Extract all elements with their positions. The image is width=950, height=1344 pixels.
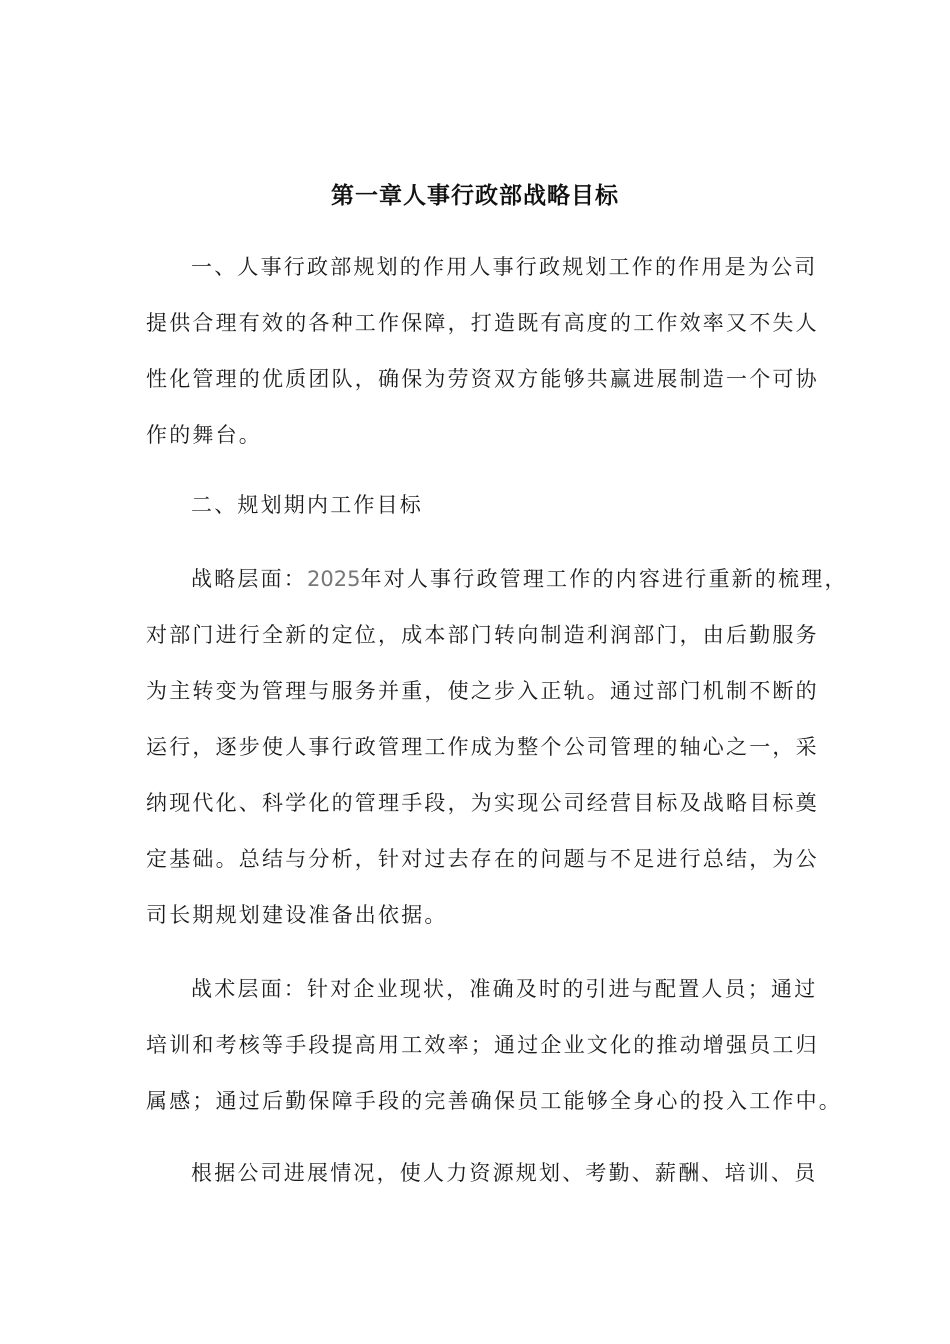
paragraph-1-line-3: 性化管理的优质团队，确保为劳资双方能够共赢进展制造一个可协 (146, 367, 819, 391)
paragraph-3-line-2: 对部门进行全新的定位，成本部门转向制造利润部门，由后勤服务 (146, 623, 819, 647)
paragraph-4-line-3: 属感；通过后勤保障手段的完善确保员工能够全身心的投入工作中。 (146, 1089, 842, 1113)
paragraph-1-line-1: 一、人事行政部规划的作用人事行政规划工作的作用是为公司 (191, 255, 818, 279)
paragraph-4-line-1: 战术层面：针对企业现状，准确及时的引进与配置人员；通过 (191, 977, 818, 1001)
section-heading-goals: 二、规划期内工作目标 (191, 493, 423, 517)
strategy-text: 年对人事行政管理工作的内容进行重新的梳理， (360, 567, 848, 591)
paragraph-3-line-5: 纳现代化、科学化的管理手段，为实现公司经营目标及战略目标奠 (146, 791, 819, 815)
year-number: 2025 (307, 567, 361, 591)
paragraph-3-line-1 (191, 562, 848, 596)
paragraph-3-line-4: 运行，逐步使人事行政管理工作成为整个公司管理的轴心之一，采 (146, 735, 819, 759)
paragraph-3-line-7: 司长期规划建设准备出依据。 (146, 903, 448, 927)
strategy-label: 战略层面： (191, 567, 307, 591)
paragraph-1-line-2: 提供合理有效的各种工作保障，打造既有高度的工作效率又不失人 (146, 311, 819, 335)
paragraph-5-line-1: 根据公司进展情况，使人力资源规划、考勤、薪酬、培训、员 (191, 1161, 818, 1185)
paragraph-3-line-3: 为主转变为管理与服务并重，使之步入正轨。通过部门机制不断的 (146, 679, 819, 703)
paragraph-4-line-2: 培训和考核等手段提高用工效率；通过企业文化的推动增强员工归 (146, 1033, 819, 1057)
chapter-title: 第一章人事行政部战略目标 (331, 182, 619, 209)
paragraph-3-line-6: 定基础。总结与分析，针对过去存在的问题与不足进行总结，为公 (146, 847, 819, 871)
paragraph-1-line-4: 作的舞台。 (146, 423, 262, 447)
